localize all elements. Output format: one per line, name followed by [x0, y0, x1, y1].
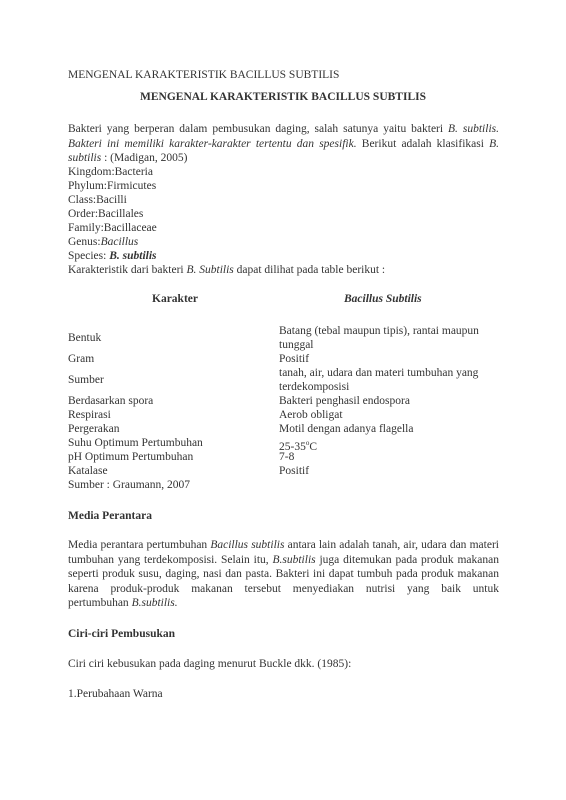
- table-cell-value: Motil dengan adanya flagella: [279, 423, 414, 435]
- taxonomy-kingdom: Kingdom:Bacteria: [68, 166, 153, 178]
- table-cell-value: 7-8: [279, 451, 295, 463]
- section-heading-media: Media Perantara: [68, 510, 152, 522]
- taxonomy-phylum: Phylum:Firmicutes: [68, 180, 157, 192]
- table-cell-key: Respirasi: [68, 409, 111, 421]
- table-cell-key: Gram: [68, 353, 95, 365]
- table-cell-value: Aerob obligat: [279, 409, 343, 421]
- table-cell-value: tanah, air, udara dan materi tumbuhan yang: [279, 367, 479, 379]
- table-cell-value: 25-35$^o$C: [279, 439, 318, 453]
- document-heading: MENGENAL KARAKTERISTIK BACILLUS SUBTILIS: [140, 91, 426, 103]
- intro-paragraph: Bakteri yang berperan dalam pembusukan daging, salah satunya yaitu bakteri B. subtilis. Bakteri ini memiliki karakter-karakter tertentu dan spesifik. Berikut adalah klasifikasi B. subtilis : (Madigan, 2005): [68, 123, 499, 165]
- table-cell-key: pH Optimum Pertumbuhan: [68, 451, 194, 463]
- table-header-bacillus: Bacillus Subtilis: [344, 293, 422, 305]
- table-cell-value: tunggal: [279, 339, 314, 351]
- table-intro: Karakteristik dari bakteri B. Subtilis dapat dilihat pada table berikut :: [68, 264, 386, 276]
- taxonomy-order: Order:Bacillales: [68, 208, 144, 220]
- table-cell-key: Suhu Optimum Pertumbuhan: [68, 437, 203, 449]
- media-paragraph: Media perantara pertumbuhan Bacillus subtilis antara lain adalah tanah, air, udara dan materi tumbuhan yang terdekomposisi. Selain itu, B.subtilis juga ditemukan pada produk makanan seperti produk susu, daging, nasi dan pasta. Bakteri ini dapat tumbuh pada produk makanan karena produk-produk makanan tersebut menyediakan nutrisi yang baik untuk pertumbuhan B.subtilis.: [68, 539, 499, 610]
- table-cell-key: Katalase: [68, 465, 108, 477]
- section-heading-ciri: Ciri-ciri Pembusukan: [68, 628, 176, 640]
- table-cell-value: Bakteri penghasil endospora: [279, 395, 410, 407]
- taxonomy-family: Family:Bacillaceae: [68, 222, 157, 234]
- taxonomy-genus: Genus:Bacillus: [68, 236, 139, 248]
- ciri-paragraph: Ciri ciri kebusukan pada daging menurut Buckle dkk. (1985):: [68, 658, 352, 670]
- table-cell-value: Positif: [279, 465, 310, 477]
- table-cell-key: Pergerakan: [68, 423, 120, 435]
- table-cell-key: Berdasarkan spora: [68, 395, 154, 407]
- table-cell-value: terdekomposisi: [279, 381, 350, 393]
- table-header-karakter: Karakter: [152, 293, 198, 305]
- list-item: 1.Perubahaan Warna: [68, 688, 163, 700]
- document-title: MENGENAL KARAKTERISTIK BACILLUS SUBTILIS: [68, 69, 340, 81]
- table-cell-key: Bentuk: [68, 332, 102, 344]
- taxonomy-class: Class:Bacilli: [68, 194, 127, 206]
- table-cell-value: Positif: [279, 353, 310, 365]
- taxonomy-species: Species: B. subtilis: [68, 250, 157, 262]
- table-cell-value: Batang (tebal maupun tipis), rantai maupun: [279, 325, 479, 337]
- table-source: Sumber : Graumann, 2007: [68, 479, 191, 491]
- table-cell-key: Sumber: [68, 374, 104, 386]
